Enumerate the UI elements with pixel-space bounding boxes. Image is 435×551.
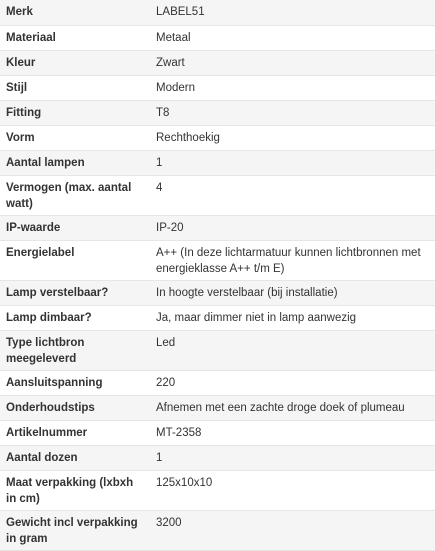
spec-value: 1 — [150, 445, 435, 470]
spec-row-color — [0, 50, 435, 75]
spec-label: Maat verpakking (lxbxh in cm) — [0, 470, 150, 510]
spec-row-package-size — [0, 470, 435, 510]
spec-value: Led — [150, 330, 435, 370]
spec-label: Kleur — [0, 50, 150, 75]
spec-row-lamp-count — [0, 150, 435, 175]
spec-value: Zwart — [150, 50, 435, 75]
spec-row-shape — [0, 125, 435, 150]
spec-value: 220 — [150, 370, 435, 395]
spec-row-light-source — [0, 330, 435, 370]
spec-label: Aansluitspanning — [0, 370, 150, 395]
spec-value: Afnemen met een zachte droge doek of plumeau — [150, 395, 435, 420]
spec-value: 1 — [150, 150, 435, 175]
spec-value: 4 — [150, 175, 435, 215]
spec-label: Onderhoudstips — [0, 395, 150, 420]
spec-value: Ja, maar dimmer niet in lamp aanwezig — [150, 305, 435, 330]
spec-value: LABEL51 — [150, 0, 435, 25]
spec-value: MT-2358 — [150, 420, 435, 445]
spec-row-voltage — [0, 370, 435, 395]
spec-row-ip-rating — [0, 215, 435, 240]
spec-value: 125x10x10 — [150, 470, 435, 510]
spec-label: Aantal dozen — [0, 445, 150, 470]
spec-label: Fitting — [0, 100, 150, 125]
spec-value: Rechthoekig — [150, 125, 435, 150]
spec-label: IP-waarde — [0, 215, 150, 240]
spec-label: Merk — [0, 0, 150, 25]
spec-row-wattage — [0, 175, 435, 215]
spec-row-energy-label — [0, 240, 435, 280]
spec-label: Gewicht incl verpakking in gram — [0, 510, 150, 550]
spec-row-brand — [0, 0, 435, 25]
spec-value: In hoogte verstelbaar (bij installatie) — [150, 280, 435, 305]
spec-label: Materiaal — [0, 25, 150, 50]
spec-row-box-count — [0, 445, 435, 470]
spec-row-fitting — [0, 100, 435, 125]
spec-row-dimmable — [0, 305, 435, 330]
spec-label: Type lichtbron meegeleverd — [0, 330, 150, 370]
spec-label: Artikelnummer — [0, 420, 150, 445]
spec-label: Energielabel — [0, 240, 150, 280]
spec-label: Lamp verstelbaar? — [0, 280, 150, 305]
spec-label: Lamp dimbaar? — [0, 305, 150, 330]
spec-value: T8 — [150, 100, 435, 125]
spec-value: IP-20 — [150, 215, 435, 240]
spec-label: Stijl — [0, 75, 150, 100]
spec-label: Vermogen (max. aantal watt) — [0, 175, 150, 215]
spec-label: Aantal lampen — [0, 150, 150, 175]
spec-value: Metaal — [150, 25, 435, 50]
spec-row-material — [0, 25, 435, 50]
spec-value: A++ (In deze lichtarmatuur kunnen lichtbronnen met energieklasse A++ t/m E) — [150, 240, 435, 280]
spec-value: 3200 — [150, 510, 435, 550]
spec-label: Vorm — [0, 125, 150, 150]
spec-row-style — [0, 75, 435, 100]
spec-row-adjustable — [0, 280, 435, 305]
spec-row-maintenance — [0, 395, 435, 420]
spec-row-article-number — [0, 420, 435, 445]
spec-value: Modern — [150, 75, 435, 100]
spec-row-weight — [0, 510, 435, 550]
